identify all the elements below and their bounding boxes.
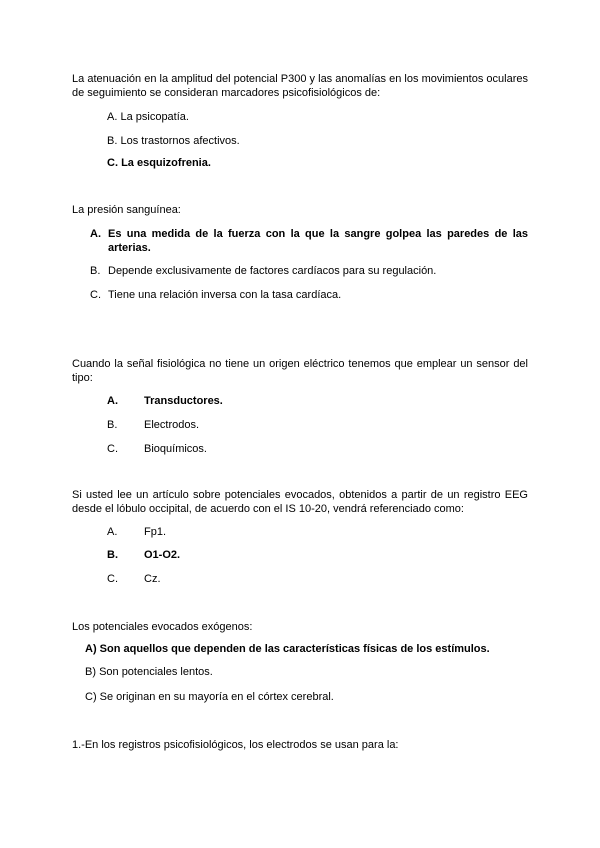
question-3-text: Cuando la señal fisiológica no tiene un origen eléctrico tenemos que emplear un sensor del tipo: xyxy=(72,358,528,384)
option-letter: C) xyxy=(85,691,97,703)
question-5-option-a xyxy=(85,642,490,656)
option-text: Cz. xyxy=(144,573,161,585)
question-3-option-c xyxy=(107,442,207,456)
question-5-option-b xyxy=(85,665,213,679)
option-letter: A. xyxy=(107,526,118,538)
option-text: O1-O2. xyxy=(144,549,181,561)
option-text: Fp1. xyxy=(144,526,167,538)
question-2-option-c xyxy=(90,288,341,302)
option-letter: A) xyxy=(85,643,97,655)
option-text: Depende exclusivamente de factores cardíacos para su regulación. xyxy=(108,265,437,277)
option-letter: A. xyxy=(107,395,118,407)
option-text: Son aquellos que dependen de las características físicas de los estímulos. xyxy=(99,643,490,655)
question-1-text: La atenuación en la amplitud del potencial P300 y las anomalías en los movimientos oculares de seguimiento se consideran marcadores psicofisiológicos de: xyxy=(72,73,528,99)
option-letter: B. xyxy=(90,265,101,277)
question-4-option-c xyxy=(107,572,161,586)
option-text: Transductores. xyxy=(144,395,223,407)
question-1-option-b xyxy=(107,134,240,148)
question-6-text: 1.-En los registros psicofisiológicos, los electrodos se usan para la: xyxy=(72,739,399,751)
question-3-option-b xyxy=(107,418,199,432)
option-text: La esquizofrenia. xyxy=(121,157,211,169)
question-4-text: Si usted lee un artículo sobre potenciales evocados, obtenidos a partir de un registro EEG desde el lóbulo occipital, de acuerdo con el IS 10-20, vendrá referenciado como: xyxy=(72,489,528,515)
question-5-text: Los potenciales evocados exógenos: xyxy=(72,621,253,633)
question-1-option-a xyxy=(107,110,189,124)
option-text: Bioquímicos. xyxy=(144,443,207,455)
option-letter: A. xyxy=(90,228,101,240)
question-2-option-b xyxy=(90,264,436,278)
question-4-option-a xyxy=(107,525,166,539)
option-text: Los trastornos afectivos. xyxy=(120,135,240,147)
option-text: Electrodos. xyxy=(144,419,200,431)
option-text: Tiene una relación inversa con la tasa cardíaca. xyxy=(108,289,342,301)
question-4-option-b xyxy=(107,548,180,562)
option-letter: B. xyxy=(107,135,118,147)
option-letter: B. xyxy=(107,419,118,431)
option-letter: A. xyxy=(107,111,118,123)
question-3-option-a xyxy=(107,394,223,408)
option-text: Se originan en su mayoría en el córtex cerebral. xyxy=(99,691,334,703)
option-letter: C. xyxy=(90,289,101,301)
question-5-option-c xyxy=(85,690,334,704)
question-2-option-a xyxy=(90,227,528,255)
option-letter: B. xyxy=(107,549,118,561)
option-text: Es una medida de la fuerza con la que la sangre golpea las paredes de las arterias. xyxy=(108,228,528,254)
option-letter: B) xyxy=(85,666,96,678)
option-letter: C. xyxy=(107,157,118,169)
option-letter: C. xyxy=(107,573,118,585)
question-2-text: La presión sanguínea: xyxy=(72,204,181,216)
question-1-option-c xyxy=(107,156,211,170)
option-letter: C. xyxy=(107,443,118,455)
option-text: La psicopatía. xyxy=(120,111,189,123)
option-text: Son potenciales lentos. xyxy=(99,666,213,678)
